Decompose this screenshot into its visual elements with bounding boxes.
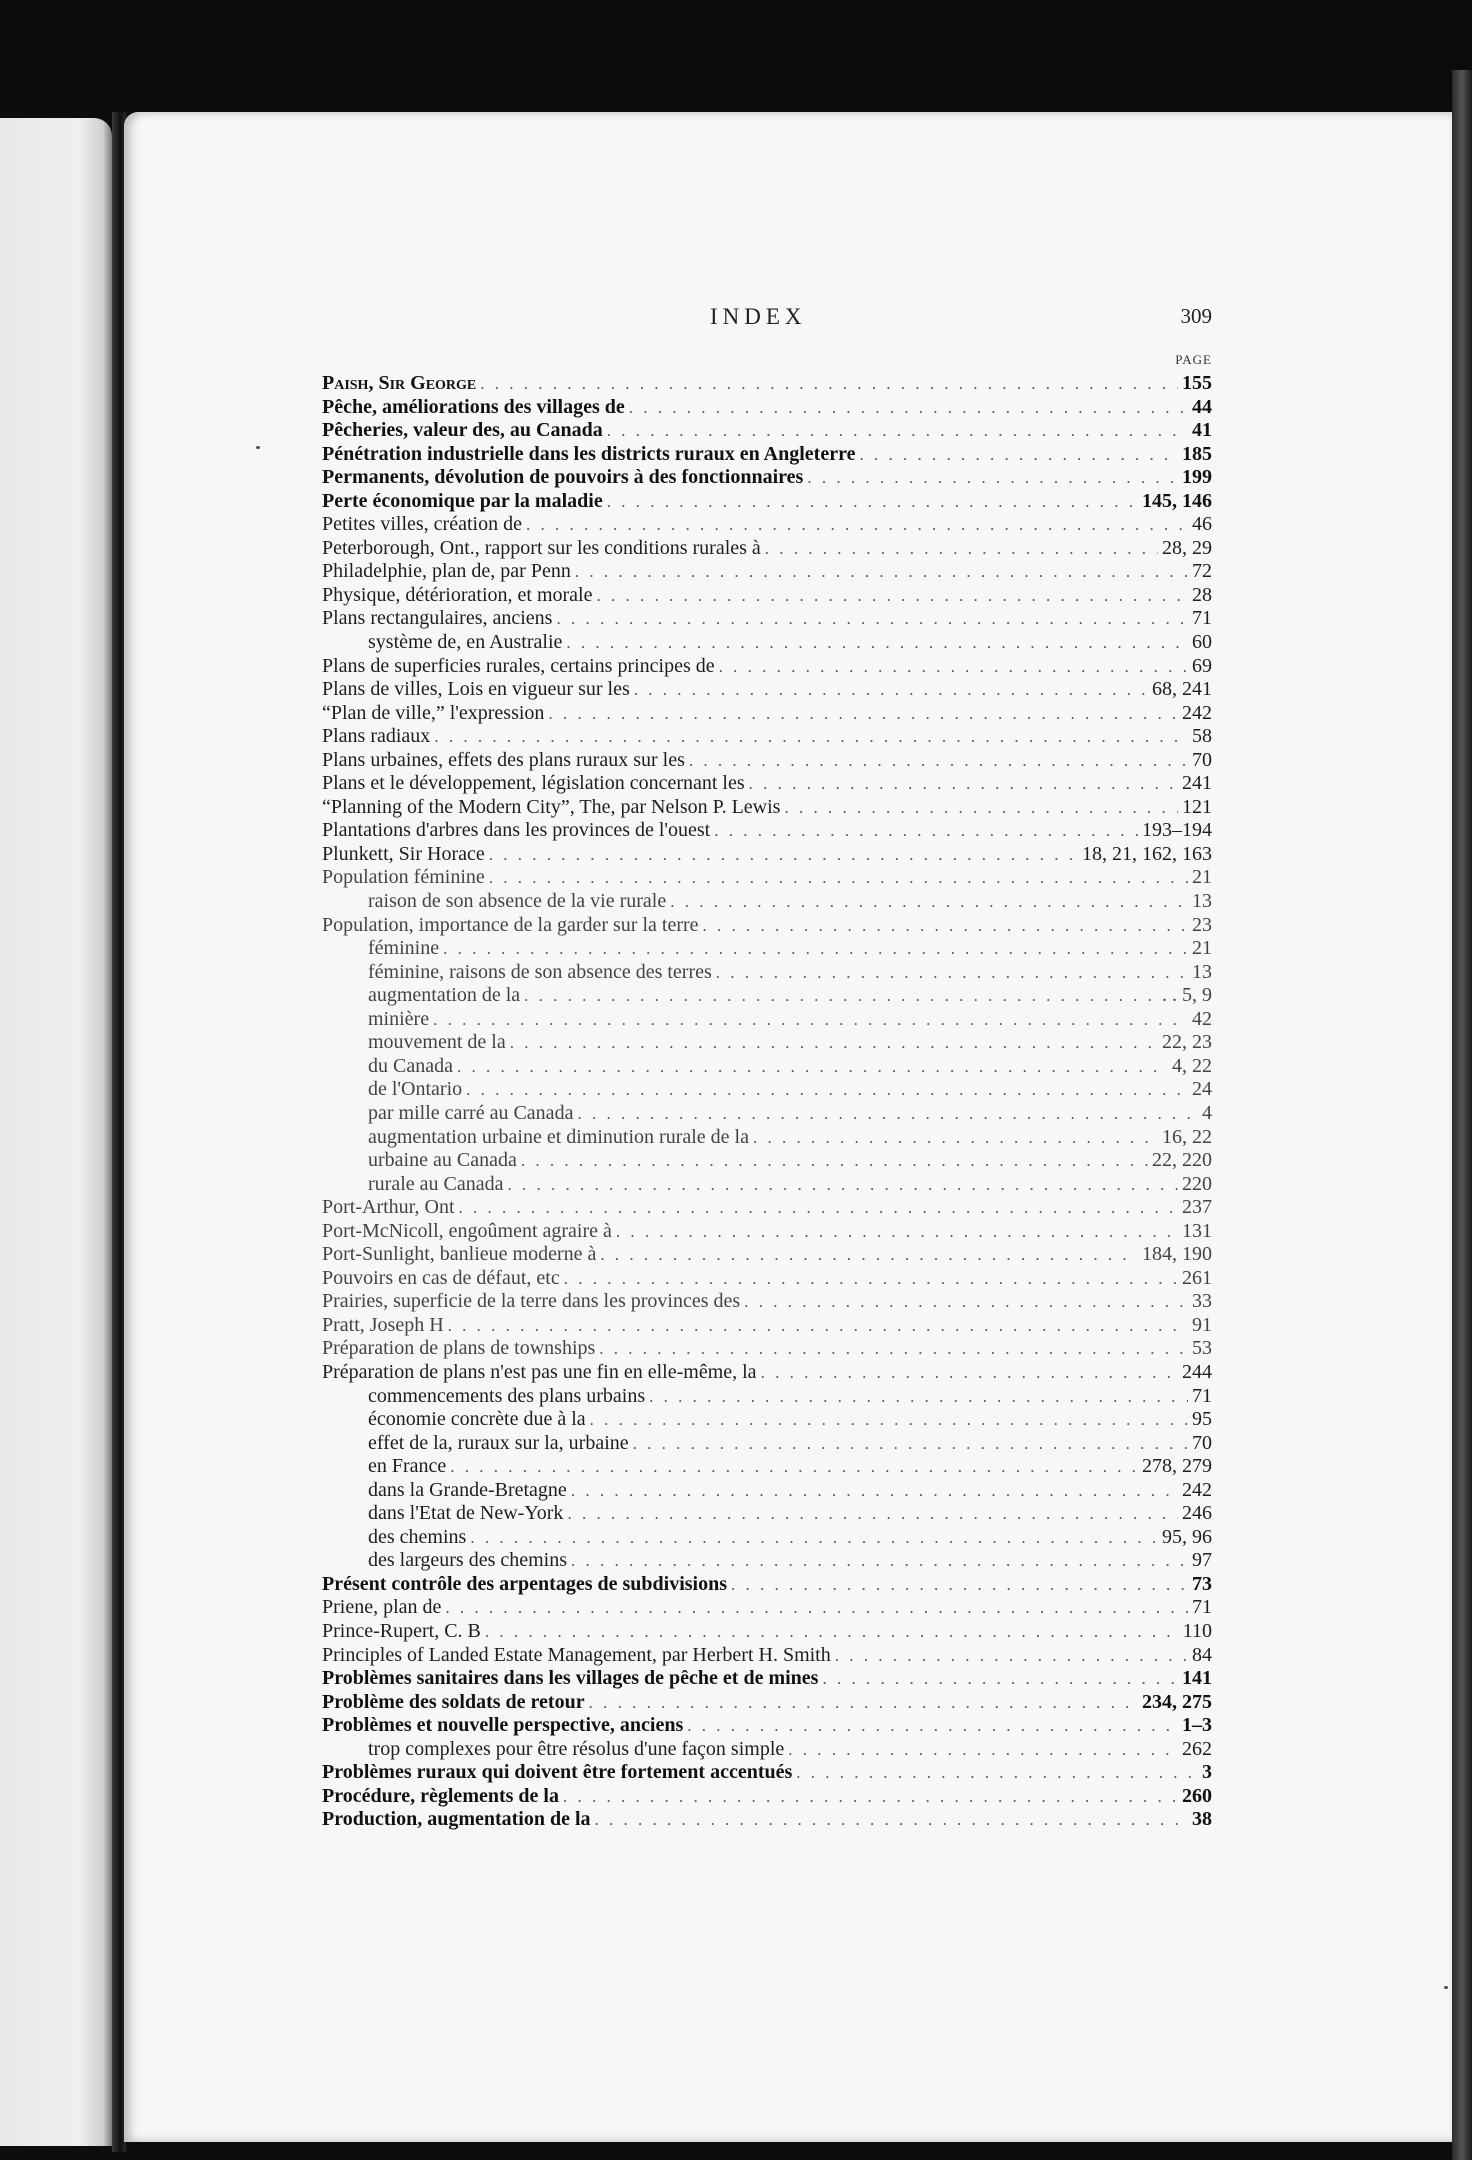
dot-leader [796,1761,1198,1785]
index-entry [322,1102,1212,1126]
dot-leader [556,607,1188,631]
dot-leader [524,984,1158,1008]
index-entry-text: Pratt, Joseph H [322,1313,444,1336]
index-entry [322,1220,1212,1244]
index-entry-text: Préparation de plans de townships [322,1337,596,1360]
index-entry [322,1126,1212,1150]
index-entry-text: “Plan de ville,” l'expression [322,701,545,724]
left-page-edge [0,118,112,2146]
dot-leader [716,961,1188,985]
dot-leader [753,1126,1158,1150]
index-entry [322,1267,1212,1291]
index-entry-pages: 70 [1192,1431,1212,1454]
index-entry [322,796,1212,820]
index-entry [322,443,1212,467]
index-entry [322,1408,1212,1432]
index-entry [322,1738,1212,1762]
scanner-background [0,0,1472,96]
index-entry-pages: 68, 241 [1152,678,1212,701]
dot-leader [450,1455,1138,1479]
index-entry-pages: 262 [1182,1737,1212,1760]
index-entry [322,1196,1212,1220]
index-entry-list [322,372,1212,1832]
dot-leader [566,631,1188,655]
dot-leader [457,1055,1168,1079]
index-entry-text: des chemins [368,1525,467,1548]
index-entry-pages: 241 [1182,772,1212,795]
index-entry [322,1761,1212,1785]
dot-leader [443,937,1188,961]
index-entry [322,1243,1212,1267]
index-entry-text: Port-McNicoll, engoûment agraire à [322,1219,612,1242]
index-entry-pages: 141 [1182,1667,1212,1690]
index-entry-pages: 185 [1182,442,1212,465]
dust-speck [256,446,260,449]
index-entry [322,1667,1212,1691]
index-entry-pages: 13 [1192,890,1212,913]
index-entry [322,937,1212,961]
index-entry [322,749,1212,773]
index-entry-pages: 110 [1182,1619,1212,1642]
index-entry-pages: 22, 220 [1152,1149,1212,1172]
index-entry [322,890,1212,914]
index-entry [322,1644,1212,1668]
index-entry-text: augmentation urbaine et diminution rurale de la [368,1125,749,1148]
dot-leader [510,1031,1158,1055]
index-entry-text: Pouvoirs en cas de défaut, etc [322,1266,560,1289]
index-entry [322,772,1212,796]
dot-leader [459,1196,1178,1220]
dot-leader [822,1667,1178,1691]
index-entry [322,584,1212,608]
index-entry-pages: 23 [1192,913,1212,936]
index-entry [322,1479,1212,1503]
index-entry [322,678,1212,702]
index-entry [322,725,1212,749]
index-entry-text: Perte économique par la maladie [322,489,603,512]
running-title: INDEX [710,304,807,329]
index-entry-pages: 121 [1182,795,1212,818]
index-entry-text: Port-Arthur, Ont [322,1196,455,1219]
index-entry-text: féminine [368,937,440,960]
index-entry-text: Présent contrôle des arpentages de subdivisions [322,1572,727,1595]
index-entry-pages: 28, 29 [1162,536,1212,559]
index-entry-text: Plans rectangulaires, anciens [322,607,553,630]
index-entry-pages: 184, 190 [1142,1243,1212,1266]
index-entry-pages: 84 [1192,1643,1212,1666]
index-entry-text: Paish, Sir George [322,372,477,394]
index-entry [322,1526,1212,1550]
dot-leader [526,513,1188,537]
dot-leader [629,396,1188,420]
index-entry-pages: 22, 23 [1162,1031,1212,1054]
dot-leader [445,1596,1188,1620]
index-entry [322,537,1212,561]
index-entry [322,961,1212,985]
index-entry-text: de l'Ontario [368,1078,463,1101]
index-entry-text: dans la Grande-Bretagne [368,1478,567,1501]
index-entry [322,866,1212,890]
dot-leader [596,584,1188,608]
dot-leader [485,1620,1179,1644]
index-entry-pages: 42 [1192,1007,1212,1030]
dot-leader [687,1714,1178,1738]
dot-leader [761,1361,1178,1385]
index-entry-text: urbaine au Canada [368,1149,517,1172]
index-entry-pages: 91 [1192,1313,1212,1336]
index-entry-text: Population, importance de la garder sur la terre [322,913,699,936]
dot-leader [744,1290,1188,1314]
index-entry-pages: 3 [1202,1761,1212,1784]
index-entry [322,1361,1212,1385]
index-entry-text: raison de son absence de la vie rurale [368,890,667,913]
right-page-edge [1452,70,1472,2160]
index-entry [322,513,1212,537]
index-entry-text: mouvement de la [368,1031,506,1054]
index-entry-text: dans l'Etat de New-York [368,1502,564,1525]
index-entry-pages: 28 [1192,583,1212,606]
index-entry-text: Préparation de plans n'est pas une fin en elle-même, la [322,1360,757,1383]
index-entry-pages: 4, 22 [1172,1054,1212,1077]
index-entry [322,1573,1212,1597]
index-entry-pages: 145, 146 [1142,489,1212,512]
index-entry-pages: 33 [1192,1290,1212,1313]
dot-leader [807,466,1178,490]
index-entry [322,607,1212,631]
index-entry [322,1455,1212,1479]
index-entry-text: Pêche, améliorations des villages de [322,395,625,418]
index-entry-text: Pénétration industrielle dans les districts ruraux en Angleterre [322,442,856,465]
dot-leader [670,890,1188,914]
index-entry [322,1149,1212,1173]
dot-leader [689,749,1188,773]
index-entry [322,655,1212,679]
index-entry [322,419,1212,443]
index-entry [322,490,1212,514]
dot-leader [548,702,1178,726]
index-entry-text: “Planning of the Modern City”, The, par Nelson P. Lewis [322,795,781,818]
index-entry-text: Prince-Rupert, C. B [322,1619,481,1642]
dot-leader [599,1337,1188,1361]
dot-leader [607,490,1138,514]
index-entry-pages: 60 [1192,631,1212,654]
index-entry [322,914,1212,938]
index-entry-pages: 278, 279 [1142,1455,1212,1478]
index-entry [322,1008,1212,1032]
dot-leader [633,1432,1188,1456]
index-entry-text: Plantations d'arbres dans les provinces de l'ouest [322,819,711,842]
index-entry-text: Problèmes sanitaires dans les villages de pêche et de mines [322,1667,819,1690]
index-entry-pages: 261 [1182,1266,1212,1289]
index-entry-pages: 73 [1192,1572,1212,1595]
index-entry-pages: 95, 96 [1162,1525,1212,1548]
index-entry-text: minière [368,1007,430,1030]
index-entry-pages: 1–3 [1182,1714,1212,1737]
index-entry-pages: 131 [1182,1219,1212,1242]
dot-leader [489,866,1188,890]
index-entry-pages: 71 [1192,1384,1212,1407]
dust-speck [1444,1986,1448,1989]
dot-leader [600,1243,1138,1267]
index-entry-pages: 71 [1192,607,1212,630]
index-entry [322,396,1212,420]
index-entry-text: rurale au Canada [368,1172,504,1195]
index-entry-pages: 220 [1182,1172,1212,1195]
dot-leader [466,1078,1188,1102]
index-entry-text: effet de la, ruraux sur la, urbaine [368,1431,629,1454]
index-entry-pages: 237 [1182,1196,1212,1219]
index-entry [322,1055,1212,1079]
dot-leader [719,655,1188,679]
index-entry-pages: 38 [1192,1808,1212,1831]
index-entry-pages: 46 [1192,513,1212,536]
index-entry-text: économie concrète due à la [368,1408,586,1431]
index-entry-pages: 246 [1182,1502,1212,1525]
index-entry-pages: 95 [1192,1408,1212,1431]
index-entry-text: Problèmes ruraux qui doivent être fortement accentués [322,1761,793,1784]
index-entry-pages: 70 [1192,748,1212,771]
dot-leader [589,1691,1138,1715]
index-entry-text: augmentation de la [368,984,521,1007]
index-entry-pages: 97 [1192,1549,1212,1572]
index-entry-text: Priene, plan de [322,1596,442,1619]
index-entry-text: système de, en Australie [368,631,563,654]
index-entry [322,560,1212,584]
index-entry-pages: 4 [1202,1101,1212,1124]
index-entry-text: Plans et le développement, législation concernant les [322,772,745,795]
index-entry [322,372,1212,396]
index-entry-pages: 72 [1192,560,1212,583]
index-entry-pages: 21 [1192,866,1212,889]
dot-leader [731,1573,1188,1597]
index-entry-pages: 71 [1192,1596,1212,1619]
index-entry [322,466,1212,490]
index-entry [322,702,1212,726]
dot-leader [489,843,1078,867]
dot-leader [507,1173,1178,1197]
dot-leader [521,1149,1148,1173]
index-entry [322,1337,1212,1361]
index-entry-pages: 53 [1192,1337,1212,1360]
index-entry [322,1714,1212,1738]
index-entry-pages: 58 [1192,725,1212,748]
index-entry [322,1031,1212,1055]
index-entry-pages: 199 [1182,466,1212,489]
index-entry [322,1314,1212,1338]
index-entry [322,1290,1212,1314]
index-entry-text: Production, augmentation de la [322,1808,591,1831]
index-entry-text: trop complexes pour être résolus d'une façon simple [368,1737,785,1760]
dot-leader [571,1549,1188,1573]
index-entry-text: féminine, raisons de son absence des terres [368,960,712,983]
index-entry-text: Plans de superficies rurales, certains principes de [322,654,715,677]
index-entry-text: Plans radiaux [322,725,431,748]
dot-leader [649,1385,1188,1409]
dot-leader [433,1008,1188,1032]
dot-leader [480,372,1178,396]
index-entry-pages: 41 [1192,419,1212,442]
index-entry-pages: 242 [1182,1478,1212,1501]
index-entry-text: commencements des plans urbains [368,1384,646,1407]
index-entry-pages: 44 [1192,395,1212,418]
index-entry-pages: 18, 21, 162, 163 [1082,842,1212,865]
index-entry [322,1432,1212,1456]
index-entry [322,984,1212,1008]
dot-leader [448,1314,1188,1338]
index-entry-text: Procédure, règlements de la [322,1784,559,1807]
index-entry-text: Plans de villes, Lois en vigueur sur les [322,678,630,701]
index-entry-text: Population féminine [322,866,485,889]
index-entry-pages: 260 [1182,1784,1212,1807]
dot-leader [470,1526,1158,1550]
index-entry-pages: 242 [1182,701,1212,724]
index-entry-text: Problème des soldats de retour [322,1690,585,1713]
index-entry-text: Philadelphie, plan de, par Penn [322,560,571,583]
page-column-label: PAGE [1175,352,1212,367]
index-entry-text: Problèmes et nouvelle perspective, anciens [322,1714,684,1737]
index-entry [322,1808,1212,1832]
dot-leader [595,1808,1188,1832]
index-entry [322,1596,1212,1620]
index-entry-text: du Canada [368,1054,453,1077]
index-entry-text: Peterborough, Ont., rapport sur les conditions rurales à [322,536,761,559]
index-entry [322,819,1212,843]
index-entry-text: par mille carré au Canada [368,1101,574,1124]
page-number: 309 [1180,304,1212,328]
index-entry [322,1785,1212,1809]
dot-leader [575,560,1188,584]
index-entry [322,1549,1212,1573]
dot-leader [703,914,1188,938]
index-entry-pages: 155 [1182,372,1212,394]
index-entry-text: Pêcheries, valeur des, au Canada [322,419,603,442]
index-entry [322,1502,1212,1526]
index-entry-pages: 21 [1192,937,1212,960]
dot-leader [567,1502,1178,1526]
dot-leader [571,1479,1178,1503]
dot-leader [616,1220,1178,1244]
dot-leader [788,1738,1178,1762]
index-entry [322,1620,1212,1644]
dot-leader [563,1785,1178,1809]
index-entry-text: Port-Sunlight, banlieue moderne à [322,1243,597,1266]
dot-leader [577,1102,1198,1126]
index-entry-pages: 24 [1192,1078,1212,1101]
index-entry-text: en France [368,1455,447,1478]
index-entry [322,1078,1212,1102]
dot-leader [859,443,1178,467]
index-entry-text: Physique, détérioration, et morale [322,583,593,606]
dot-leader [590,1408,1188,1432]
index-entry-pages: 16, 22 [1162,1125,1212,1148]
dot-leader [634,678,1148,702]
dot-leader [749,772,1178,796]
index-entry-text: Plunkett, Sir Horace [322,842,485,865]
index-entry [322,631,1212,655]
index-entry-text: Plans urbaines, effets des plans ruraux sur les [322,748,685,771]
dot-leader [434,725,1188,749]
dot-leader [835,1644,1188,1668]
index-entry-text: des largeurs des chemins [368,1549,568,1572]
dot-leader [607,419,1188,443]
index-entry-text: Principles of Landed Estate Management, par Herbert H. Smith [322,1643,831,1666]
index-entry [322,1173,1212,1197]
dot-leader [714,819,1138,843]
dot-leader [765,537,1158,561]
index-entry [322,1385,1212,1409]
dot-leader [564,1267,1178,1291]
index-entry-pages: 244 [1182,1360,1212,1383]
index-entry-text: Permanents, dévolution de pouvoirs à des fonctionnaires [322,466,804,489]
index-entry-pages: . . 5, 9 [1162,984,1212,1007]
index-entry-text: Prairies, superficie de la terre dans les provinces des [322,1290,741,1313]
dot-leader [784,796,1178,820]
index-entry [322,843,1212,867]
index-entry-text: Petites villes, création de [322,513,522,536]
index-entry-pages: 193–194 [1142,819,1212,842]
index-entry [322,1691,1212,1715]
index-entry-pages: 69 [1192,654,1212,677]
index-entry-pages: 13 [1192,960,1212,983]
index-entry-pages: 234, 275 [1142,1690,1212,1713]
